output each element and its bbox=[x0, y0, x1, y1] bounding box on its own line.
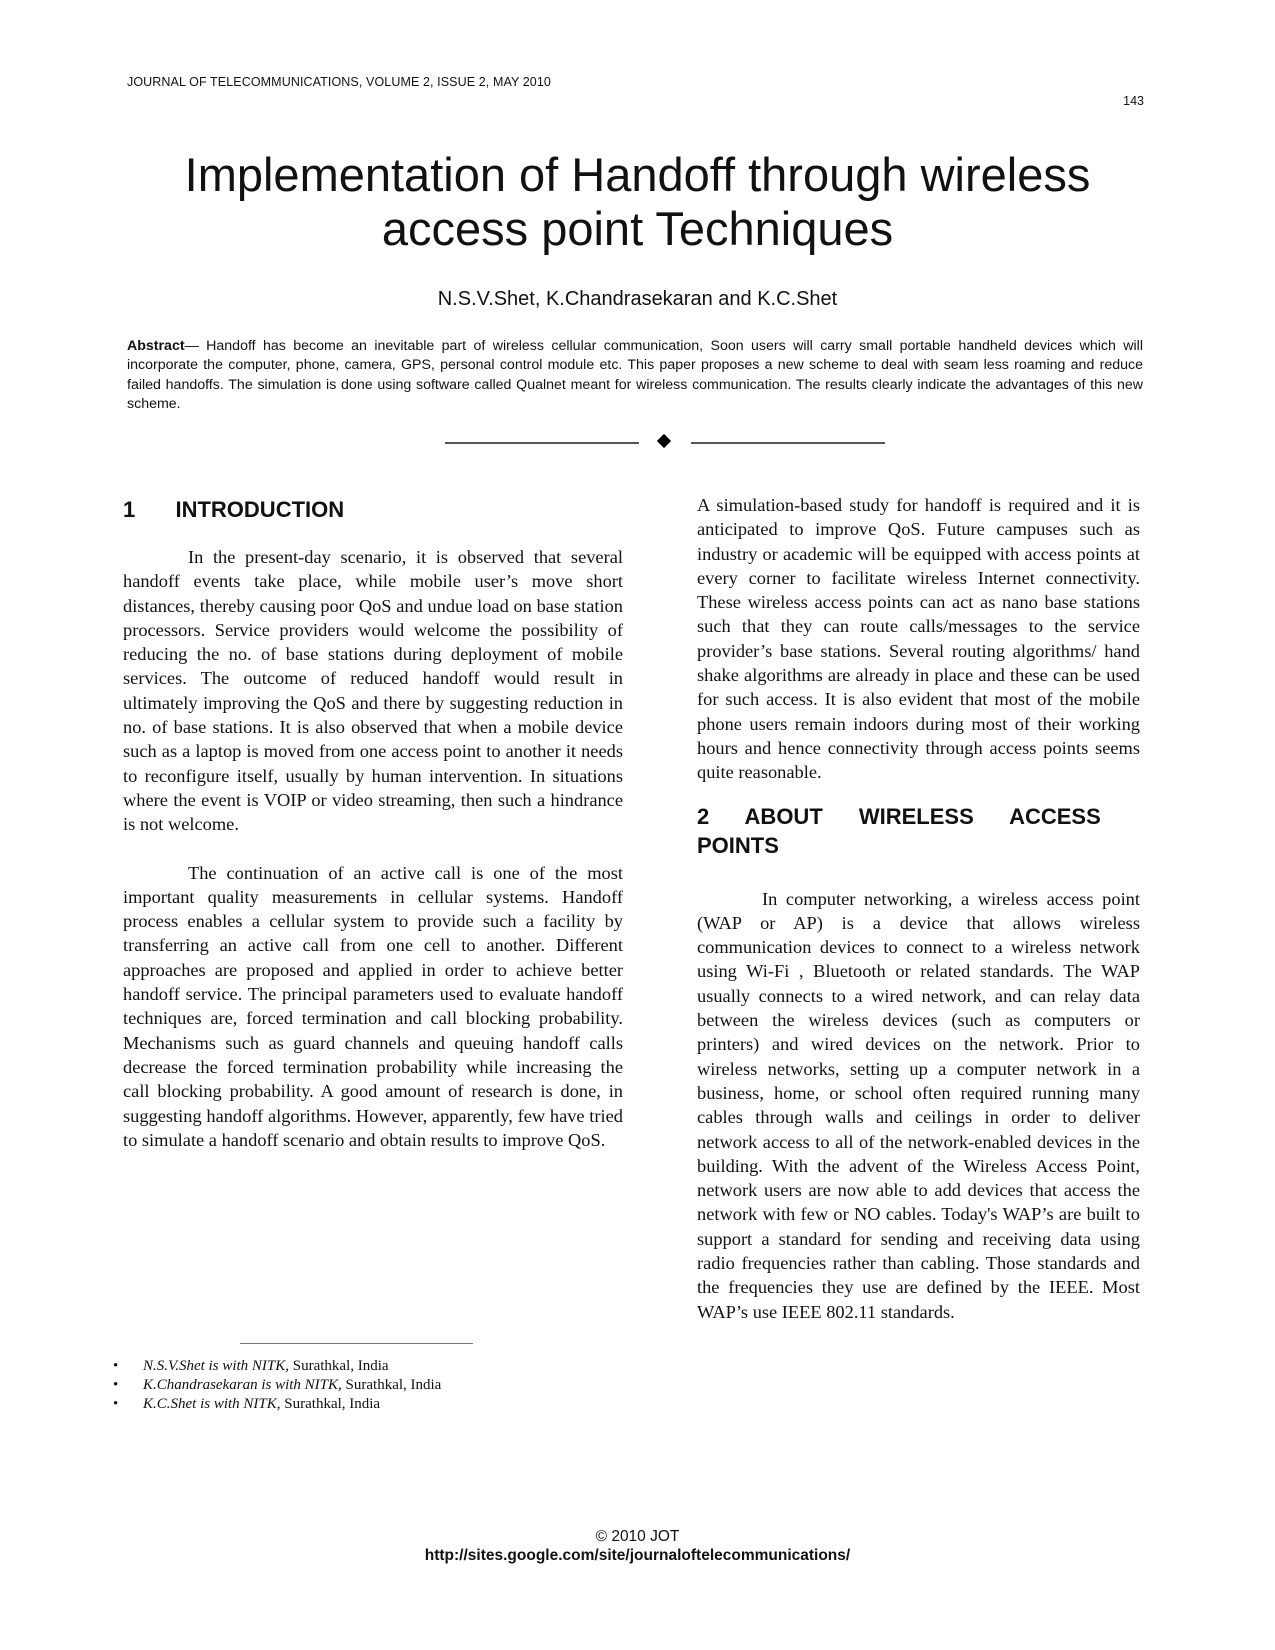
journal-url: http://sites.google.com/site/journaloftelecommunications/ bbox=[424, 1547, 851, 1564]
copyright: © 2010 JOT bbox=[595, 1528, 680, 1545]
left-column bbox=[123, 495, 623, 1152]
footnote-plain: Surathkal, India bbox=[289, 1358, 389, 1374]
abstract-label: Abstract bbox=[127, 338, 185, 354]
intro-paragraph-2: The continuation of an active call is one of the most important quality measurements in cellular systems. Handoff process enables a cellular system to provide such a facility by transferring an active call from one cell to another. Different approaches are proposed and applied in order to achieve better handoff service. The principal parameters used to evaluate handoff techniques are, forced termination and call blocking probability. Mechanisms such as guard channels and queuing handoff calls decrease the forced termination probability while increasing the call blocking probability. A good amount of research is done, in suggesting handoff algorithms. However, apparently, few have tried to simulate a handoff scenario and obtain results to improve QoS. bbox=[123, 862, 623, 1150]
author-list: N.S.V.Shet, K.Chandrasekaran and K.C.Shet bbox=[437, 288, 838, 310]
section-heading-introduction bbox=[123, 495, 623, 524]
intro-paragraph-3: A simulation-based study for handoff is required and it is anticipated to improve QoS. Future campuses such as industry or academic will be equipped with access points at every corner to facilitate wireless Internet connectivity. These wireless access points can act as nano base stations such that they can route calls/messages to the service provider’s base stations. Several routing algorithms/ hand shake algorithms are already in place and these can be used for such access. It is also evident that most of the mobile phone users remain indoors during most of their working hours and hence connectivity through access points seems quite reasonable. bbox=[697, 495, 1140, 783]
title-line-1: Implementation of Handoff through wireless bbox=[184, 148, 1091, 201]
footnote-item bbox=[113, 1376, 441, 1395]
bullet-icon: • bbox=[113, 1377, 119, 1393]
section-title: ABOUT WIRELESS ACCESS POINTS bbox=[697, 803, 1101, 858]
page-footer bbox=[0, 1527, 1275, 1565]
section-title: INTRODUCTION bbox=[175, 497, 345, 522]
title-line-2: access point Techniques bbox=[381, 202, 894, 255]
divider-line-left bbox=[445, 442, 639, 444]
bullet-icon: • bbox=[113, 1358, 119, 1374]
section-number: 1 bbox=[123, 497, 136, 522]
footnote-italic: K.C.Shet is with NITK, bbox=[143, 1396, 281, 1412]
footnote-plain: Surathkal, India bbox=[341, 1377, 442, 1393]
divider-line-right bbox=[691, 442, 885, 444]
footnote-item bbox=[113, 1395, 441, 1414]
intro-paragraph-1: In the present-day scenario, it is observed that several handoff events take place, while mobile user’s move short distances, thereby causing poor QoS and undue load on base station processors. Service providers would welcome the possibility of reducing the no. of base stations during deployment of mobile services. The outcome of reduced handoff would result in ultimately improving the QoS and there by suggesting reduction in no. of base stations. It is also observed that when a mobile device such as a laptop is moved from one access point to another it needs to reconfigure itself, usually by human intervention. In situations where the event is VOIP or video streaming, then such a hindrance is not welcome. bbox=[123, 547, 623, 835]
footnote-italic: N.S.V.Shet is with NITK, bbox=[143, 1358, 290, 1374]
section-heading-wireless-access-points bbox=[697, 802, 1140, 860]
abstract-text: Handoff has become an inevitable part of wireless cellular communication, Soon users will carry small portable handheld devices which will incorporate the computer, phone, camera, GPS, personal control module etc. This paper proposes a new scheme to deal with seam less roaming and reduce failed handoffs. The simulation is done using software called Qualnet meant for wireless communication. The results clearly indicate the advantages of this new scheme. bbox=[127, 338, 1143, 412]
wap-paragraph-1: In computer networking, a wireless access point (WAP or AP) is a device that allows wireless communication devices to connect to a wireless network using Wi-Fi , Bluetooth or related standards. The WAP usually connects to a wired network, and can relay data between the wireless devices (such as computers or printers) and wired devices on the network. Prior to wireless networks, setting up a computer network in a business, home, or school often required running many cables through walls and ceilings in order to deliver network access to all of the network-enabled devices in the building. With the advent of the Wireless Access Point, network users are now able to add devices that access the network with few or NO cables. Today's WAP’s are built to support a standard for sending and receiving data using radio frequencies rather than cabling. Those standards and the frequencies they use are defined by the IEEE. Most WAP’s use IEEE 802.11 standards. bbox=[697, 888, 1140, 1322]
diamond-icon bbox=[657, 434, 671, 448]
bullet-icon: • bbox=[113, 1396, 119, 1412]
journal-running-header: JOURNAL OF TELECOMMUNICATIONS, VOLUME 2, ISSUE 2, MAY 2010 bbox=[127, 75, 551, 89]
footnote-item bbox=[113, 1357, 441, 1376]
footnote-plain: Surathkal, India bbox=[280, 1396, 381, 1412]
footnote-italic: K.Chandrasekaran is with NITK, bbox=[143, 1377, 342, 1393]
section-divider bbox=[445, 432, 885, 452]
paper-title bbox=[0, 148, 1275, 256]
right-column bbox=[697, 493, 1140, 1324]
section-number: 2 bbox=[697, 803, 710, 829]
footnote-rule bbox=[240, 1343, 473, 1344]
author-affiliation-footnotes bbox=[113, 1357, 441, 1414]
page-number: 143 bbox=[1123, 94, 1144, 108]
abstract bbox=[127, 337, 1143, 414]
abstract-dash: — bbox=[184, 338, 207, 354]
